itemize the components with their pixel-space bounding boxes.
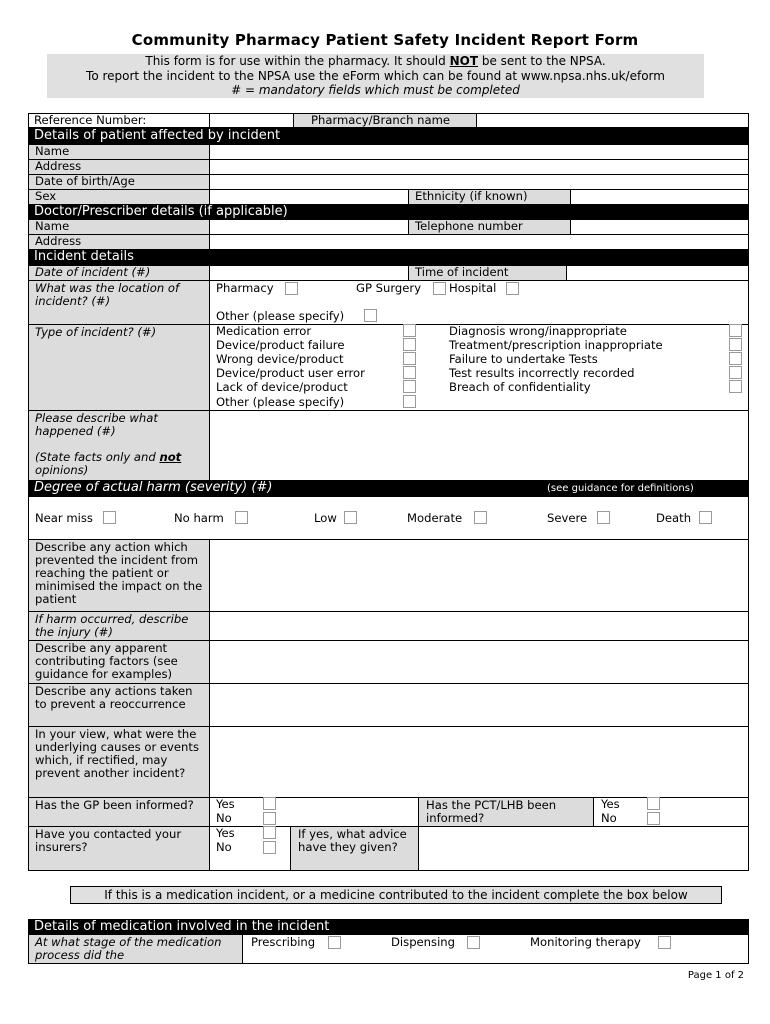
- harm-low-label: Low: [314, 511, 337, 525]
- doctor-address-field[interactable]: [209, 234, 749, 250]
- type-right-checkbox-1[interactable]: [729, 338, 742, 351]
- type-right-1: Treatment/prescription inappropriate: [449, 338, 663, 352]
- harm-near-miss-label: Near miss: [35, 511, 93, 525]
- factors-label: Describe any apparent contributing factors (see guidance for examples): [28, 640, 210, 684]
- intro-line1-a: This form is for use within the pharmacy. It should: [145, 54, 450, 68]
- location-other-checkbox[interactable]: [364, 309, 377, 322]
- type-left-2: Wrong device/product: [216, 352, 344, 366]
- causes-field[interactable]: [209, 726, 749, 798]
- action-prevented-label: Describe any action which prevented the incident from reaching the patient or minimised the impact on the patient: [28, 539, 210, 612]
- form-title: Community Pharmacy Patient Safety Incident Report Form: [131, 31, 639, 49]
- gp-informed-label: Has the GP been informed?: [28, 797, 210, 827]
- patient-address-field[interactable]: [209, 159, 749, 175]
- ethnicity-field[interactable]: [570, 189, 749, 205]
- doctor-address-label: Address: [28, 234, 210, 250]
- harm-options-row: [28, 496, 749, 540]
- type-right-0: Diagnosis wrong/inappropriate: [449, 324, 627, 338]
- harm-severe-checkbox[interactable]: [597, 511, 610, 524]
- branch-name-field[interactable]: [476, 113, 749, 128]
- type-right-checkbox-3[interactable]: [729, 366, 742, 379]
- gp-yes-label: Yes: [216, 797, 235, 811]
- harm-heading-text: Degree of actual harm (severity) (#): [34, 480, 273, 495]
- ethnicity-label: Ethnicity (if known): [408, 189, 571, 205]
- location-gp-checkbox[interactable]: [433, 282, 446, 295]
- prevent-label: Describe any actions taken to prevent a reoccurrence: [28, 683, 210, 727]
- describe-field[interactable]: [209, 410, 749, 481]
- prescribing-label: Prescribing: [251, 935, 316, 949]
- harm-no-harm-label: No harm: [174, 511, 224, 525]
- type-left-checkbox-1[interactable]: [403, 338, 416, 351]
- location-hospital-checkbox[interactable]: [506, 282, 519, 295]
- harm-death-checkbox[interactable]: [699, 511, 712, 524]
- describe-label-opinions: opinions): [35, 463, 89, 477]
- reference-number-label: Reference Number:: [34, 114, 147, 127]
- telephone-label: Telephone number: [408, 219, 571, 235]
- prescribing-checkbox[interactable]: [328, 936, 341, 949]
- location-gp-label: GP Surgery: [356, 281, 422, 295]
- reference-number-field[interactable]: [209, 113, 294, 128]
- medication-stage-label: At what stage of the medication process did the: [28, 934, 243, 964]
- type-left-checkbox-2[interactable]: [403, 352, 416, 365]
- type-left-checkbox-5[interactable]: [403, 395, 416, 408]
- gp-yes-checkbox[interactable]: [263, 797, 276, 810]
- describe-label-not: not: [159, 450, 182, 464]
- insurers-yes-checkbox[interactable]: [263, 826, 276, 839]
- type-right-4: Breach of confidentiality: [449, 380, 591, 394]
- incident-date-field[interactable]: [209, 265, 409, 281]
- type-right-3: Test results incorrectly recorded: [449, 366, 635, 380]
- type-right-checkbox-0[interactable]: [729, 324, 742, 337]
- pct-yes-checkbox[interactable]: [647, 797, 660, 810]
- patient-address-label: Address: [28, 159, 210, 175]
- type-left-4: Lack of device/product: [216, 380, 348, 394]
- harm-moderate-label: Moderate: [407, 511, 463, 525]
- incident-time-label: Time of incident: [408, 265, 567, 281]
- injury-label: If harm occurred, describe the injury (#): [28, 611, 210, 641]
- type-left-0: Medication error: [216, 324, 312, 338]
- intro-not: NOT: [449, 54, 479, 68]
- medication-stage-cell: [242, 934, 749, 964]
- harm-death-label: Death: [656, 511, 692, 525]
- gp-no-checkbox[interactable]: [263, 812, 276, 825]
- type-left-checkbox-4[interactable]: [403, 380, 416, 393]
- describe-label-main: Please describe what happened (#): [35, 411, 158, 438]
- type-left-checkbox-3[interactable]: [403, 366, 416, 379]
- branch-name-label: Pharmacy/Branch name: [293, 113, 477, 128]
- insurers-no-checkbox[interactable]: [263, 841, 276, 854]
- gp-informed-cell: [209, 797, 419, 827]
- doctor-name-field[interactable]: [209, 219, 409, 235]
- incident-section-heading: Incident details: [28, 249, 749, 266]
- harm-guidance: (see guidance for definitions): [547, 483, 694, 494]
- patient-dob-field[interactable]: [209, 174, 749, 190]
- location-other-label: Other (please specify): [216, 309, 345, 323]
- monitoring-label: Monitoring therapy: [530, 935, 641, 949]
- type-left-checkbox-0[interactable]: [403, 324, 416, 337]
- doctor-section-heading: Doctor/Prescriber details (if applicable): [28, 204, 749, 220]
- doctor-name-label: Name: [28, 219, 210, 235]
- type-left-3: Device/product user error: [216, 366, 365, 380]
- pct-no-label: No: [601, 811, 617, 825]
- patient-section-heading: Details of patient affected by incident: [28, 128, 749, 145]
- insurers-label: Have you contacted your insurers?: [28, 826, 210, 871]
- type-right-2: Failure to undertake Tests: [449, 352, 598, 366]
- factors-field[interactable]: [209, 640, 749, 684]
- page-number: Page 1 of 2: [687, 970, 744, 981]
- dispensing-label: Dispensing: [391, 935, 455, 949]
- gp-no-label: No: [216, 811, 232, 825]
- harm-severe-label: Severe: [547, 511, 588, 525]
- location-label: What was the location of incident? (#): [28, 280, 210, 325]
- patient-sex-label: Sex: [28, 189, 210, 205]
- type-right-checkbox-4[interactable]: [729, 380, 742, 393]
- dispensing-checkbox[interactable]: [467, 936, 480, 949]
- pct-yes-label: Yes: [601, 797, 620, 811]
- medication-section-heading: Details of medication involved in the incident: [28, 919, 749, 935]
- pct-no-checkbox[interactable]: [647, 812, 660, 825]
- insurers-yes-label: Yes: [216, 826, 235, 840]
- type-left-1: Device/product failure: [216, 338, 345, 352]
- pct-informed-label: Has the PCT/LHB been informed?: [418, 797, 594, 827]
- describe-label: [28, 410, 210, 481]
- harm-section-heading: [28, 480, 749, 497]
- intro-line1-b: be sent to the NPSA.: [478, 54, 606, 68]
- prevent-field[interactable]: [209, 683, 749, 727]
- location-pharmacy-checkbox[interactable]: [285, 282, 298, 295]
- location-hospital-label: Hospital: [449, 281, 497, 295]
- patient-dob-label: Date of birth/Age: [28, 174, 210, 190]
- action-prevented-field[interactable]: [209, 539, 749, 612]
- patient-name-field[interactable]: [209, 144, 749, 160]
- incident-date-label: Date of incident (#): [28, 265, 210, 281]
- type-label: Type of incident? (#): [28, 324, 210, 411]
- harm-no-harm-checkbox[interactable]: [235, 511, 248, 524]
- intro-notice: [47, 54, 704, 98]
- describe-label-facts: (State facts only and: [35, 450, 160, 464]
- location-pharmacy-label: Pharmacy: [216, 281, 274, 295]
- harm-low-checkbox[interactable]: [344, 511, 357, 524]
- harm-moderate-checkbox[interactable]: [474, 511, 487, 524]
- advice-field[interactable]: [418, 826, 749, 871]
- injury-field[interactable]: [209, 611, 749, 641]
- insurers-no-label: No: [216, 840, 232, 854]
- advice-label: If yes, what advice have they given?: [290, 826, 419, 871]
- medication-notice: If this is a medication incident, or a medicine contributed to the incident complete the box below: [70, 886, 722, 904]
- telephone-field[interactable]: [570, 219, 749, 235]
- incident-time-field[interactable]: [566, 265, 749, 281]
- harm-near-miss-checkbox[interactable]: [103, 511, 116, 524]
- monitoring-checkbox[interactable]: [658, 936, 671, 949]
- intro-line3: # = mandatory fields which must be completed: [231, 83, 520, 97]
- patient-name-label: Name: [28, 144, 210, 160]
- causes-label: In your view, what were the underlying causes or events which, if rectified, may prevent another incident?: [28, 726, 210, 798]
- type-left-5: Other (please specify): [216, 395, 345, 409]
- patient-sex-field[interactable]: [209, 189, 409, 205]
- type-right-checkbox-2[interactable]: [729, 352, 742, 365]
- intro-line2: To report the incident to the NPSA use the eForm which can be found at www.npsa.nhs.uk/eform: [86, 68, 665, 83]
